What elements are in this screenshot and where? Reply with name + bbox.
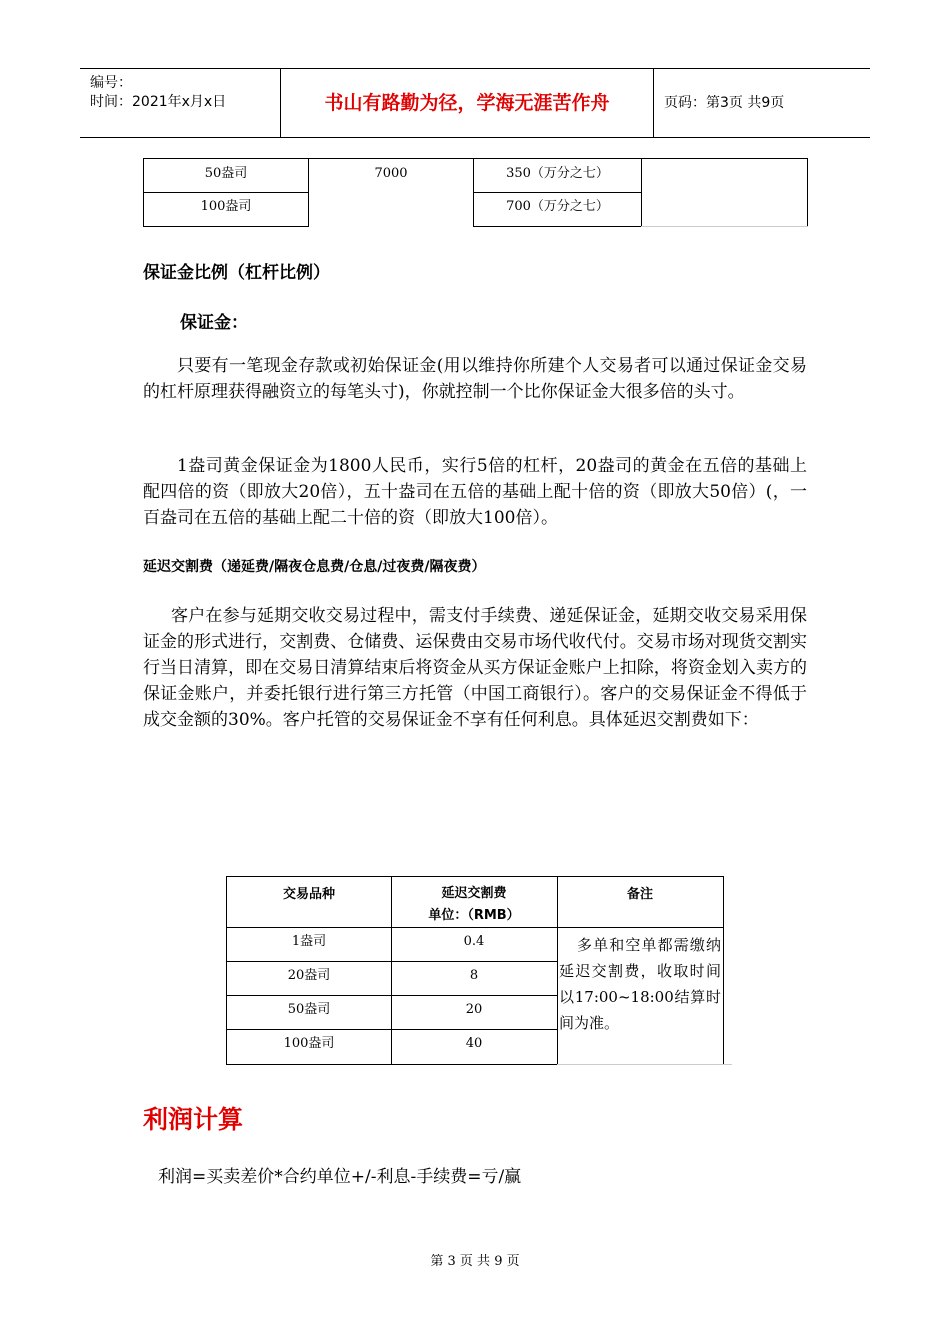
deferred-fee-title: 延迟交割费（递延费/隔夜仓息费/仓息/过夜费/隔夜费） [143, 559, 486, 575]
page-header [80, 68, 870, 138]
header-page-number: 页码：第3页 共9页 [664, 95, 785, 111]
table-cell [641, 158, 808, 227]
margin-paragraph: 只要有一笔现金存款或初始保证金(用以维持你所建个人交易者可以通过保证金交易的杠杆原理获得融资立的每笔头寸)，你就控制一个比你保证金大很多倍的头寸。 [143, 356, 807, 402]
deferred-fee-paragraph: 客户在参与延期交收交易过程中，需支付手续费、递延保证金，延期交收交易采用保证金的形式进行，交割费、仓储费、运保费由交易市场代收代付。交易市场对现货交割实行当日清算，即在交易日清算结束后将资金从买方保证金账户上扣除，将资金划入卖方的保证金账户，并委托银行进行第三方托管（中国工商银行）。客户的交易保证金不得低于成交金额的30%。客户托管的交易保证金不享有任何利息。具体延迟交割费如下： [143, 606, 807, 730]
table-row: 20盎司 [226, 961, 392, 996]
table-cell: 700（万分之七） [473, 192, 642, 227]
table-cell: 50盎司 [143, 158, 309, 193]
profit-formula: 利润=买卖差价*合约单位+/-利息-手续费=亏/赢 [158, 1167, 522, 1187]
table-row: 0.4 [391, 927, 558, 962]
profit-title: 利润计算 [143, 1105, 244, 1134]
leverage-title: 保证金比例（杠杆比例） [143, 263, 330, 283]
header-motto: 书山有路勤为径，学海无涯苦作舟 [281, 69, 654, 137]
table-row: 100盎司 [226, 1029, 392, 1065]
table-row: 40 [391, 1029, 558, 1065]
top-fee-table [143, 158, 808, 228]
table-header-variety: 交易品种 [226, 876, 392, 928]
deferred-fee-table [226, 876, 731, 1066]
page-footer: 第 3 页 共 9 页 [430, 1254, 520, 1269]
table-header-fee: 延迟交割费 单位：（RMB） [391, 876, 558, 928]
table-row: 50盎司 [226, 995, 392, 1030]
table-note-cell: 多单和空单都需缴纳延迟交割费，收取时间以17:00~18:00结算时间为准。 [557, 927, 724, 1065]
table-cell: 7000 [309, 158, 473, 227]
leverage-paragraph: 1盎司黄金保证金为1800人民币，实行5倍的杠杆，20盎司的黄金在五倍的基础上配四倍的资（即放大20倍），五十盎司在五倍的基础上配十倍的资（即放大50倍）(，一百盎司在五倍的基础上配二十倍的资（即放大100倍）。 [143, 456, 807, 528]
table-row: 8 [391, 961, 558, 996]
header-meta-cell [80, 69, 281, 137]
margin-title: 保证金： [180, 313, 248, 333]
table-header-note: 备注 [557, 876, 724, 928]
header-time: 时间：2021年x月x日 [90, 94, 227, 110]
table-row: 20 [391, 995, 558, 1030]
header-number: 编号： [90, 75, 132, 91]
table-row: 1盎司 [226, 927, 392, 962]
table-cell: 350（万分之七） [473, 158, 642, 193]
table-cell: 100盎司 [143, 192, 309, 227]
